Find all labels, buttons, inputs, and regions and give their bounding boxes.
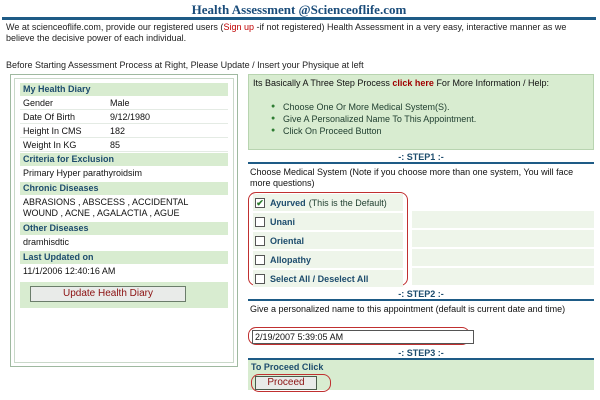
checkbox-icon[interactable] [255,236,265,246]
signup-link[interactable]: Sign up [223,22,254,32]
checkbox-checked-icon[interactable]: ✔ [256,197,264,208]
diary-row-dob [20,110,228,124]
update-health-diary-button[interactable]: Update Health Diary [30,286,186,302]
checkbox-icon[interactable] [255,217,265,227]
info-text2: For More Information / Help: [433,78,549,88]
system-unani[interactable] [253,213,403,230]
intro-part2: -if not registered) Health Assessment in a very easy, interactive manner as we believe the decisive power of each individual. [6,22,567,43]
update-area [20,282,228,308]
other-heading: Other Diseases [20,222,228,235]
row-value: 9/12/1980 [110,112,151,122]
proceed-button[interactable]: Proceed [255,376,317,390]
row-label: Weight In KG [23,140,77,150]
checkbox-icon[interactable] [255,255,265,265]
click-here-link[interactable]: click here [392,78,434,88]
row-stripes [412,192,594,286]
step2-heading: -: STEP2 :- [248,289,594,301]
row-label: Gender [23,98,54,108]
system-label: Oriental [270,235,305,246]
chronic-heading: Chronic Diseases [20,182,228,195]
appointment-name-input[interactable] [252,330,474,344]
intro-part1: We at scienceoflife.com, provide our registered users ( [6,22,224,32]
step1-text: Choose Medical System (Note if you choose more than one system, You will face more questions) [250,167,574,188]
step1-heading: -: STEP1 :- [248,152,594,164]
step-item: ● Choose One Or More Medical System(S). [283,101,589,113]
step2-text: Give a personalized name to this appointment (default is current date and time) [250,304,566,314]
system-label: Select All / Deselect All [270,273,369,284]
instruction-text: Before Starting Assessment Process at Right, Please Update / Insert your Physique at left [6,60,364,70]
row-value: 182 [110,126,126,136]
medical-system-list [248,192,408,286]
system-label: Unani [270,216,296,227]
criteria-value: Primary Hyper parathyroidsim [23,168,143,178]
select-all-toggle[interactable] [253,270,403,287]
health-diary-panel [10,74,238,367]
row-value: Male [110,98,130,108]
assessment-panel [248,74,594,390]
row-label: Date Of Birth [23,112,76,122]
steps-list [253,101,589,137]
row-value: 85 [110,140,121,150]
step-item: ● Click On Proceed Button [283,125,589,137]
updated-heading: Last Updated on [20,251,228,264]
row-label: Height In CMS [23,126,82,136]
info-text1: Its Basically A Three Step Process [253,78,393,88]
system-default-note: (This is the Default) [308,197,387,208]
updated-value: 11/1/2006 12:40:16 AM [23,266,116,276]
diary-row-weight [20,138,228,152]
process-info-box [248,74,594,150]
proceed-label: To Proceed Click [251,362,324,372]
system-allopathy[interactable] [253,251,403,268]
criteria-heading: Criteria for Exclusion [20,153,228,166]
step3-heading: -: STEP3 :- [248,348,594,360]
intro-text [6,22,596,44]
system-ayurved[interactable] [253,194,403,211]
diary-row-height [20,124,228,138]
appointment-name-wrap [248,327,470,345]
proceed-wrap [251,374,331,392]
step-item: ● Give A Personalized Name To This Appointment. [283,113,589,125]
other-value: dramhisdtic [23,237,70,247]
process-intro [253,78,589,88]
checkbox-icon[interactable] [255,274,265,284]
diary-title: My Health Diary [20,83,228,96]
page-title: Health Assessment @Scienceoflife.com [2,2,596,20]
system-oriental[interactable] [253,232,403,249]
system-label: Allopathy [270,254,312,265]
diary-row-gender [20,96,228,110]
system-label: Ayurved [270,197,306,208]
chronic-value: ABRASIONS , ABSCESS , ACCIDENTAL WOUND , ACNE , AGALACTIA , AGUE [23,197,189,218]
proceed-area [248,360,594,390]
